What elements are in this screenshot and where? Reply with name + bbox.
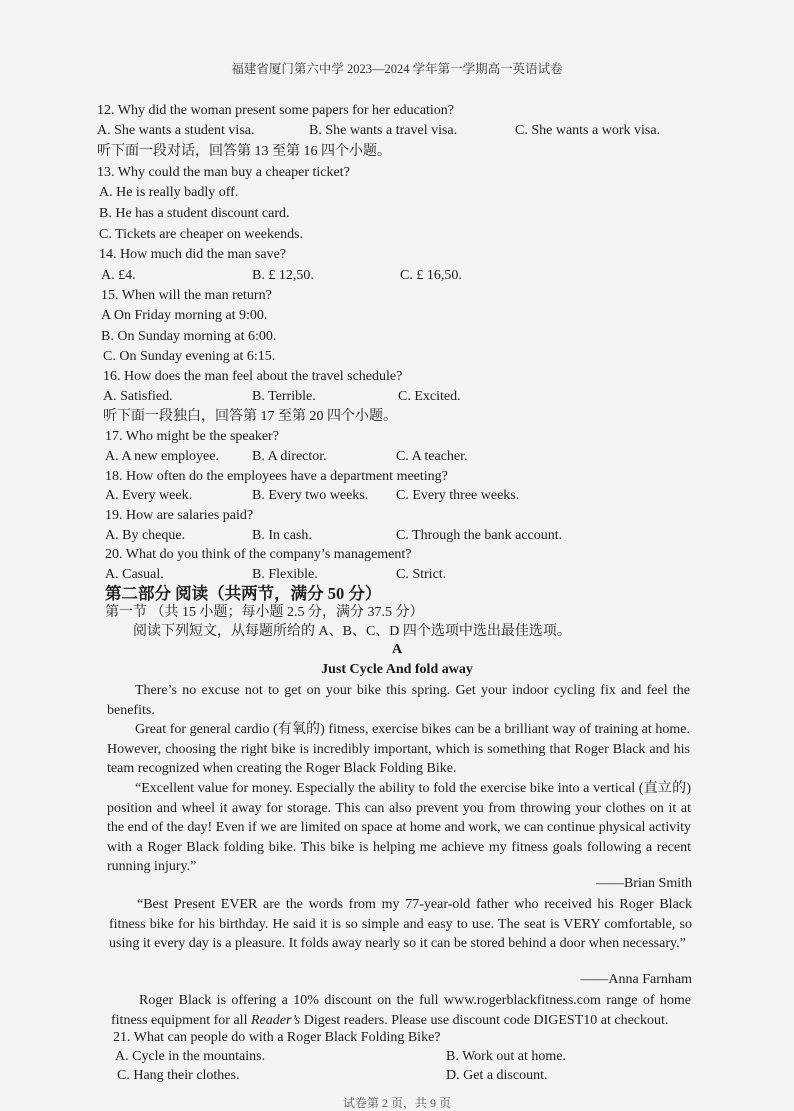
passage-paragraph-1: There’s no excuse not to get on your bike this spring. Get your indoor cycling fix and feel the benefits. bbox=[107, 683, 690, 718]
instruction-17-20: 听下面一段独白，回答第 17 至第 20 四个小题。 bbox=[103, 409, 397, 424]
q19-option-b: B. In cash. bbox=[252, 528, 312, 543]
q13-option-b: B. He has a student discount card. bbox=[99, 206, 290, 221]
paragraph-5-text-b: Digest readers. Please use discount code DIGEST10 at checkout. bbox=[300, 1012, 669, 1028]
question-20: 20. What do you think of the company’s management? bbox=[105, 547, 412, 562]
q16-option-b: B. Terrible. bbox=[252, 389, 316, 404]
q12-option-a: A. She wants a student visa. bbox=[97, 123, 255, 138]
question-21: 21. What can people do with a Roger Black Folding Bike? bbox=[113, 1030, 441, 1045]
q18-option-c: C. Every three weeks. bbox=[396, 488, 520, 503]
page-header: 福建省厦门第六中学 2023—2024 学年第一学期高一英语试卷 bbox=[231, 62, 563, 76]
q14-option-c: C. £ 16,50. bbox=[400, 268, 462, 283]
q20-option-b: B. Flexible. bbox=[252, 567, 318, 582]
q19-option-a: A. By cheque. bbox=[105, 528, 186, 543]
q15-option-b: B. On Sunday morning at 6:00. bbox=[101, 329, 277, 344]
question-17: 17. Who might be the speaker? bbox=[105, 429, 279, 444]
question-19: 19. How are salaries paid? bbox=[105, 508, 254, 523]
part-2-title: 第二部分 阅读（共两节，满分 50 分） bbox=[105, 584, 382, 603]
passage-title: Just Cycle And fold away bbox=[321, 662, 473, 677]
question-13: 13. Why could the man buy a cheaper ticket? bbox=[97, 165, 350, 180]
q21-option-d: D. Get a discount. bbox=[446, 1068, 548, 1083]
section-1-title: 第一节 （共 15 小题；每小题 2.5 分，满分 37.5 分） bbox=[105, 605, 424, 620]
q14-option-a: A. £4. bbox=[101, 268, 136, 283]
q17-option-a: A. A new employee. bbox=[105, 449, 219, 464]
q21-option-b: B. Work out at home. bbox=[446, 1049, 566, 1064]
signature-brian-smith: ——Brian Smith bbox=[595, 876, 692, 891]
question-16: 16. How does the man feel about the travel schedule? bbox=[103, 369, 403, 384]
instruction-13-16: 听下面一段对话，回答第 13 至第 16 四个小题。 bbox=[97, 144, 391, 159]
readers-italic: Reader’s bbox=[250, 1012, 301, 1028]
passage-paragraph-2: Great for general cardio (有氧的) fitness, exercise bikes can be a brilliant way of training at home. However, choosing the right bike is incredibly important, which is something that Roger Black and his team recognized when creating the Roger Black Folding Bike. bbox=[107, 722, 690, 777]
passage-paragraph-4: “Best Present EVER are the words from my 77-year-old father who received his Roger Black fitness bike for his birthday. He said it is so simple and easy to use. The seat is VERY comfortable, so using it every day is a pleasure. It folds away nearly so it can be stored behind a door when necessary.” bbox=[109, 897, 692, 952]
page-footer: 试卷第 2 页，共 9 页 bbox=[342, 1096, 451, 1110]
q19-option-c: C. Through the bank account. bbox=[396, 528, 563, 543]
reading-instruction: 阅读下列短文，从每题所给的 A、B、C、D 四个选项中选出最佳选项。 bbox=[133, 624, 571, 639]
passage-label: A bbox=[391, 642, 403, 657]
question-12: 12. Why did the woman present some papers for her education? bbox=[97, 103, 455, 118]
q21-option-a: A. Cycle in the mountains. bbox=[115, 1049, 266, 1064]
q21-option-c: C. Hang their clothes. bbox=[117, 1068, 240, 1083]
passage-paragraph-3: “Excellent value for money. Especially the ability to fold the exercise bike into a vertical (直立的) position and wheel it away for storage. This can also prevent you from throwing your clothes on it at the end of the day! Even if we are limited on space at home and work, we can continue physical activity with a Roger Black folding bike. This bike is helping me achieve my fitness goals following a recent running injury.” bbox=[107, 781, 691, 875]
q12-option-c: C. She wants a work visa. bbox=[515, 123, 661, 138]
q15-option-c: C. On Sunday evening at 6:15. bbox=[103, 349, 276, 364]
q17-option-c: C. A teacher. bbox=[396, 449, 468, 464]
q16-option-a: A. Satisfied. bbox=[103, 389, 173, 404]
question-14: 14. How much did the man save? bbox=[99, 247, 287, 262]
q20-option-a: A. Casual. bbox=[105, 567, 164, 582]
question-15: 15. When will the man return? bbox=[101, 288, 272, 303]
passage-paragraph-5 bbox=[111, 991, 691, 1030]
q13-option-c: C. Tickets are cheaper on weekends. bbox=[99, 227, 304, 242]
q16-option-c: C. Excited. bbox=[398, 389, 461, 404]
q18-option-b: B. Every two weeks. bbox=[252, 488, 369, 503]
signature-anna-farnham: ——Anna Farnham bbox=[580, 972, 692, 987]
q17-option-b: B. A director. bbox=[252, 449, 327, 464]
question-18: 18. How often do the employees have a department meeting? bbox=[105, 469, 448, 484]
q12-option-b: B. She wants a travel visa. bbox=[309, 123, 458, 138]
paragraph-5-text-a: Roger Black is offering a 10% discount on the full www.rogerblackfitness.com range of home fitness equipment for all bbox=[111, 993, 691, 1028]
q15-option-a: A On Friday morning at 9:00. bbox=[101, 308, 268, 323]
q14-option-b: B. £ 12,50. bbox=[252, 268, 314, 283]
q18-option-a: A. Every week. bbox=[105, 488, 193, 503]
q13-option-a: A. He is really badly off. bbox=[99, 185, 239, 200]
q20-option-c: C. Strict. bbox=[396, 567, 447, 582]
